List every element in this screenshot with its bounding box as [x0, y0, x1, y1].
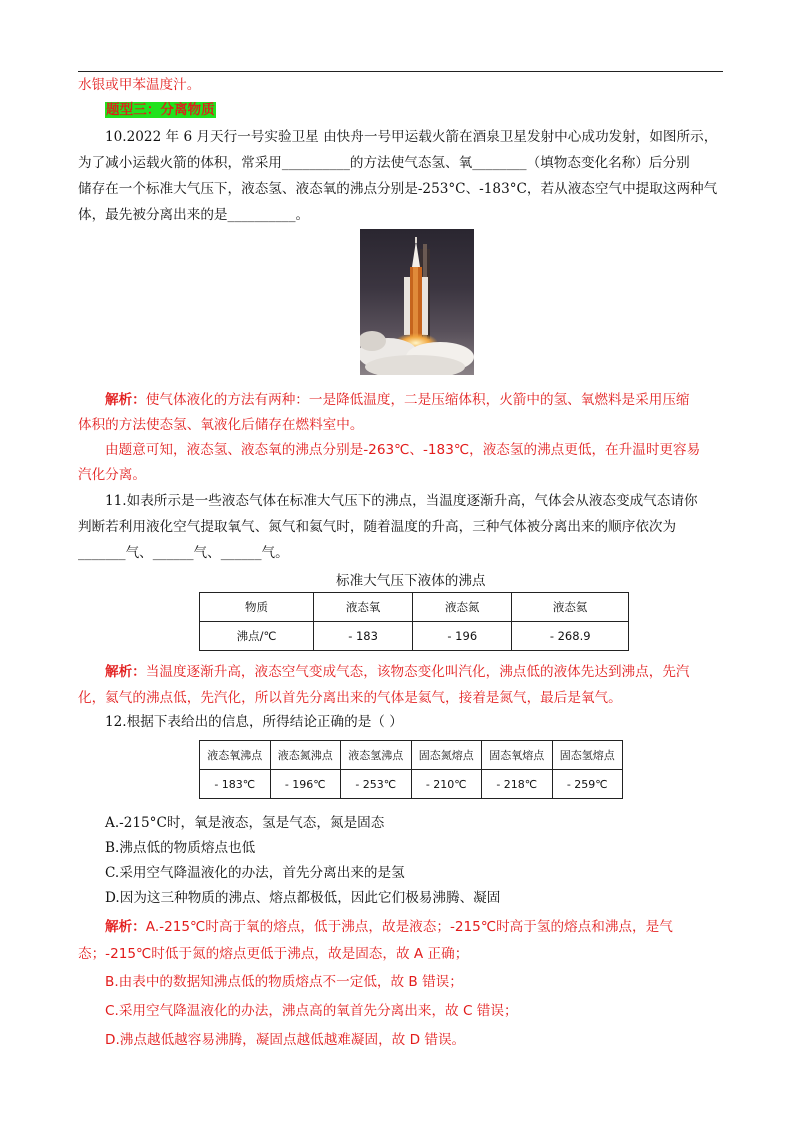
a11-line-1: [105, 663, 755, 681]
table-cell: 沸点/℃: [200, 622, 314, 651]
a12-line-3: B.由表中的数据知沸点低的物质熔点不一定低，故 B 错误；: [105, 974, 463, 990]
table-row: [200, 622, 629, 651]
q10-line-1: 10.2022 年 6 月天行一号实验卫星 由快舟一号甲运载火箭在酒泉卫星发射中心成功发射，如图所示，: [105, 129, 718, 145]
table-1-caption: 标准大气压下液体的沸点: [336, 573, 486, 589]
q11-line-2: 判断若利用液化空气提取氧气、氮气和氦气时，随着温度的升高，三种气体被分离出来的顺序依次为: [78, 519, 677, 535]
table-header-cell: 固态氮熔点: [411, 741, 482, 770]
table-header-cell: 固态氧熔点: [482, 741, 553, 770]
table-cell: - 196℃: [270, 770, 341, 799]
a10-line-4: 汽化分离。: [78, 467, 146, 483]
table-header-cell: 液态氧: [313, 593, 412, 622]
q12-stem: 12.根据下表给出的信息，所得结论正确的是（ ）: [105, 714, 403, 730]
table-header-cell: 液态氢沸点: [341, 741, 412, 770]
a11-label: 解析：: [105, 664, 146, 680]
a10-line-1: [105, 391, 755, 409]
a12-line-1: [105, 918, 755, 936]
a12-line-1-text: A.-215℃时高于氧的熔点，低于沸点，故是液态；-215℃时高于氢的熔点和沸点，是气: [145, 919, 673, 935]
a12-line-5: D.沸点越低越容易沸腾，凝固点越低越难凝固，故 D 错误。: [105, 1032, 466, 1048]
q11-line-1: 11.如表所示是一些液态气体在标准大气压下的沸点，当温度逐渐升高，气体会从液态变成气态请你: [105, 493, 698, 509]
melting-boiling-table: [199, 740, 623, 799]
q12-option-d: D.因为这三种物质的沸点、熔点都极低，因此它们极易沸腾、凝固: [105, 890, 501, 906]
a10-label: 解析：: [105, 392, 146, 408]
table-cell: - 253℃: [341, 770, 412, 799]
table-header-cell: 液态氮沸点: [270, 741, 341, 770]
table-header-cell: 液态氦: [512, 593, 629, 622]
table-header-cell: 物质: [200, 593, 314, 622]
table-header-cell: 固态氢熔点: [552, 741, 623, 770]
q10-line-4: 体，最先被分离出来的是__________。: [78, 207, 310, 223]
header-rule: [78, 71, 723, 72]
table-cell: - 259℃: [552, 770, 623, 799]
section-label: 题型三：分离物质: [106, 102, 215, 118]
table-cell: - 268.9: [512, 622, 629, 651]
rocket-launch-illustration: [360, 229, 474, 375]
q11-line-3: _______气、______气、______气。: [78, 545, 289, 561]
top-fragment: 水银或甲苯温度汁。: [78, 77, 201, 93]
table-header-cell: 液态氧沸点: [200, 741, 271, 770]
a12-line-4: C.采用空气降温液化的办法，沸点高的氧首先分离出来，故 C 错误；: [105, 1003, 518, 1019]
table-row: [200, 593, 629, 622]
table-cell: - 218℃: [482, 770, 553, 799]
a12-line-2: 态；-215℃时低于氮的熔点更低于沸点，故是固态，故 A 正确；: [78, 946, 469, 962]
a10-line-2: 体积的方法使态氢、氧液化后储存在燃料室中。: [78, 417, 364, 433]
a10-line-3: 由题意可知，液态氢、液态氧的沸点分别是-263℃、-183℃，液态氢的沸点更低，在升温时更容易: [105, 442, 701, 458]
table-cell: - 210℃: [411, 770, 482, 799]
table-row: [200, 741, 623, 770]
q12-option-a: A.-215°C时，氧是液态，氢是气态，氮是固态: [105, 815, 385, 831]
table-row: [200, 770, 623, 799]
table-cell: - 183: [313, 622, 412, 651]
q10-line-3: 储存在一个标准大气压下，液态氢、液态氧的沸点分别是-253°C、-183°C，若从液态空气中提取这两种气: [78, 181, 718, 197]
a12-label: 解析：: [105, 919, 146, 935]
boiling-point-table: [199, 592, 629, 651]
q10-line-2: 为了减小运载火箭的体积，常采用__________的方法使气态氢、氧________（填物态变化名称）后分别: [78, 155, 690, 171]
table-cell: - 196: [413, 622, 512, 651]
q12-option-c: C.采用空气降温液化的办法，首先分离出来的是氢: [105, 865, 405, 881]
table-cell: - 183℃: [200, 770, 271, 799]
a11-line-2: 化，氦气的沸点低，先汽化，所以首先分离出来的气体是氦气，接着是氮气，最后是氧气。: [78, 690, 622, 706]
rocket-launch-photo: [360, 229, 474, 375]
section-label-row: [105, 101, 755, 119]
q12-option-b: B.沸点低的物质熔点也低: [105, 840, 256, 856]
table-header-cell: 液态氮: [413, 593, 512, 622]
a10-line-1-text: 使气体液化的方法有两种：一是降低温度，二是压缩体积，火箭中的氢、氧燃料是采用压缩: [145, 392, 690, 408]
a11-line-1-text: 当温度逐渐升高，液态空气变成气态，该物态变化叫汽化，沸点低的液体先达到沸点，先汽: [145, 664, 690, 680]
